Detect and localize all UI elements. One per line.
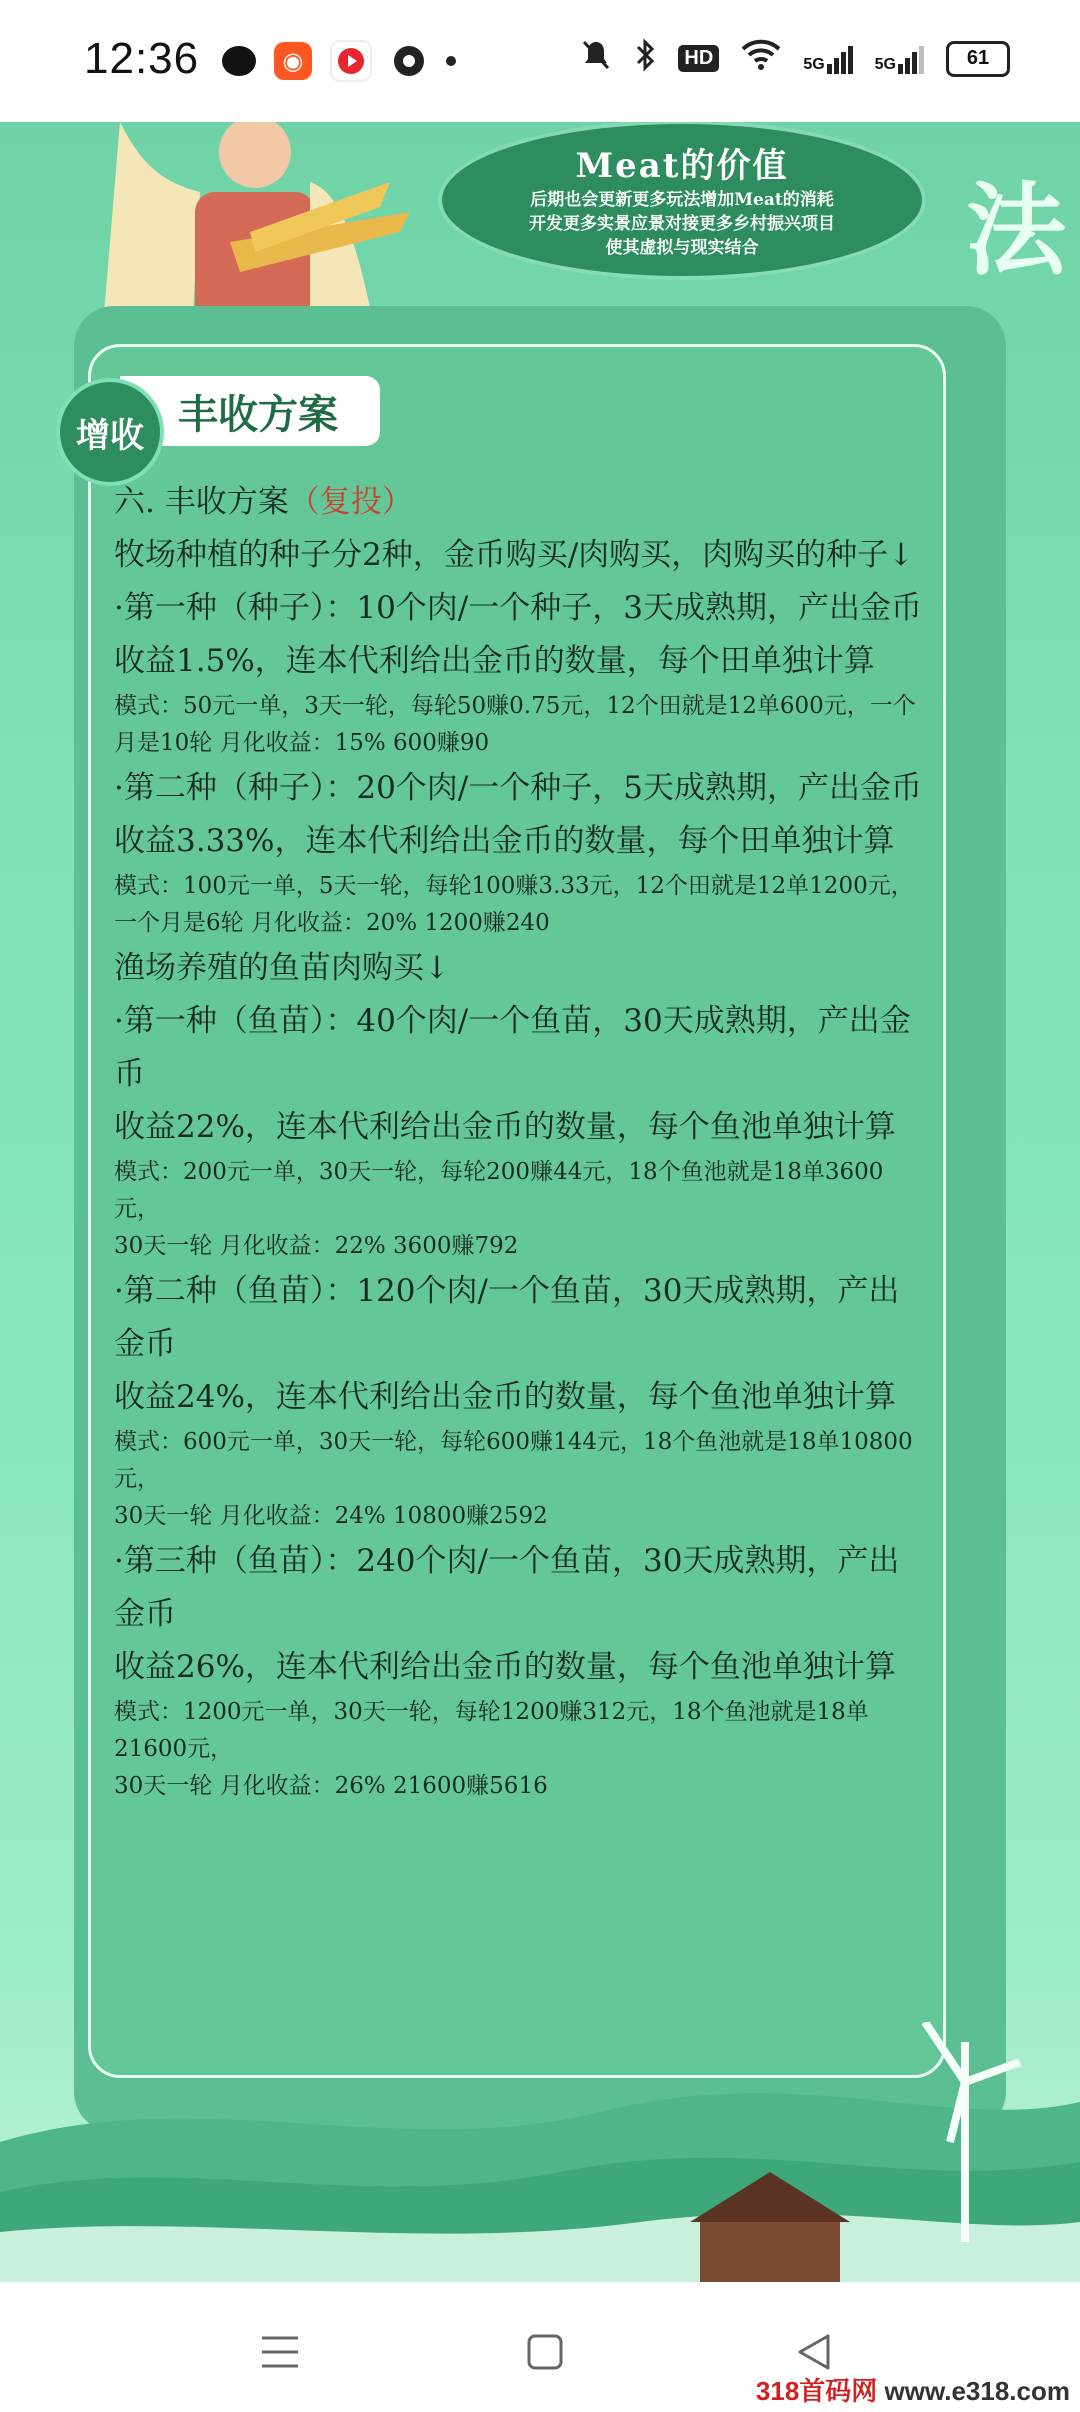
- bluetooth-icon: [634, 38, 656, 79]
- content-line: 一个月是6轮 月化收益：20% 1200赚240: [114, 910, 550, 936]
- signal-5g-icon: [875, 44, 924, 74]
- heading-suffix: （复投）: [288, 484, 413, 520]
- wifi-icon: [741, 39, 781, 78]
- content-line: ·第二种（鱼苗）：120个肉/一个鱼苗，30天成熟期，产出金币: [114, 1273, 900, 1362]
- network-label: 5G: [803, 55, 825, 73]
- content-line: 牧场种植的种子分2种，金币购买/肉购买，肉购买的种子↓: [114, 537, 915, 573]
- battery-indicator: 61: [946, 41, 1010, 77]
- notification-icons: [222, 40, 456, 82]
- content-line: ·第二种（种子）：20个肉/一个种子，5天成熟期，产出金币: [114, 770, 922, 806]
- navigation-bar: [0, 2282, 1080, 2412]
- content-line: 30天一轮 月化收益：24% 10800赚2592: [114, 1503, 548, 1529]
- content-line: ·第三种（鱼苗）：240个肉/一个鱼苗，30天成熟期，产出金币: [114, 1543, 900, 1632]
- content-line: 模式：1200元一单，30天一轮，每轮1200赚312元，18个鱼池就是18单21600元，: [114, 1699, 869, 1762]
- corner-character: 法: [966, 171, 1066, 289]
- landscape-illustration: [0, 2022, 1080, 2282]
- status-bar: [0, 0, 1080, 122]
- clover-icon: [390, 42, 428, 80]
- content-line: 收益26%，连本代利给出金币的数量，每个鱼池单独计算: [114, 1649, 896, 1685]
- content-line: ·第一种（鱼苗）：40个肉/一个鱼苗，30天成熟期，产出金币: [114, 1003, 911, 1092]
- menu-icon[interactable]: [250, 2322, 310, 2382]
- mute-icon: [580, 38, 612, 79]
- network-label: 5G: [874, 55, 896, 73]
- oval-title: Meat的价值: [575, 146, 789, 186]
- title-oval: [442, 124, 922, 276]
- content-line: 收益22%，连本代利给出金币的数量，每个鱼池单独计算: [114, 1109, 896, 1145]
- watermark: [756, 2371, 1070, 2408]
- dot-icon: [446, 56, 456, 66]
- oval-line-3: 使其虚拟与现实结合: [605, 238, 759, 258]
- system-icons: [580, 38, 1010, 79]
- content-line: 模式：50元一单，3天一轮，每轮50赚0.75元，12个田就是12单600元，一个月是10轮 月化收益：15% 600赚90: [114, 693, 916, 756]
- tag-pill: 丰收方案: [120, 376, 380, 446]
- content-line: 渔场养殖的鱼苗肉购买↓: [114, 950, 450, 986]
- content-line: 模式：600元一单，30天一轮，每轮600赚144元，18个鱼池就是18单10800元，: [114, 1429, 913, 1492]
- signal-5g-icon: [803, 44, 852, 74]
- watermark-red: 318首码网: [755, 2376, 878, 2406]
- hd-icon: HD: [678, 45, 719, 72]
- content-line: 30天一轮 月化收益：26% 21600赚5616: [114, 1773, 548, 1799]
- plan-heading: [114, 476, 926, 529]
- content-line: 模式：200元一单，30天一轮，每轮200赚44元，18个鱼池就是18单3600元，: [114, 1159, 884, 1222]
- oval-line-1: 后期也会更新更多玩法增加Meat的消耗: [530, 190, 834, 210]
- content-line: 30天一轮 月化收益：22% 3600赚792: [114, 1233, 519, 1259]
- poster: [0, 122, 1080, 2282]
- content-line: 收益1.5%，连本代利给出金币的数量，每个田单独计算: [114, 643, 875, 679]
- watermark-url: www.e318.com: [877, 2376, 1070, 2406]
- wechat-icon: [222, 46, 256, 76]
- clock: 12:36: [84, 34, 200, 83]
- tag-circle: 增收: [56, 378, 164, 486]
- oval-line-2: 开发更多实景应景对接更多乡村振兴项目: [529, 214, 835, 234]
- content-line: 收益3.33%，连本代利给出金币的数量，每个田单独计算: [114, 823, 895, 859]
- content-line: 模式：100元一单，5天一轮，每轮100赚3.33元，12个田就是12单1200元，: [114, 873, 914, 899]
- video-icon: [330, 40, 372, 82]
- content-line: ·第一种（种子）：10个肉/一个种子，3天成熟期，产出金币: [114, 590, 922, 626]
- plan-content: [114, 476, 926, 1805]
- heading-text: 六. 丰收方案: [114, 484, 289, 520]
- kuaishou-icon: ◉: [274, 42, 312, 80]
- home-icon[interactable]: [515, 2322, 575, 2382]
- content-line: 收益24%，连本代利给出金币的数量，每个鱼池单独计算: [114, 1379, 896, 1415]
